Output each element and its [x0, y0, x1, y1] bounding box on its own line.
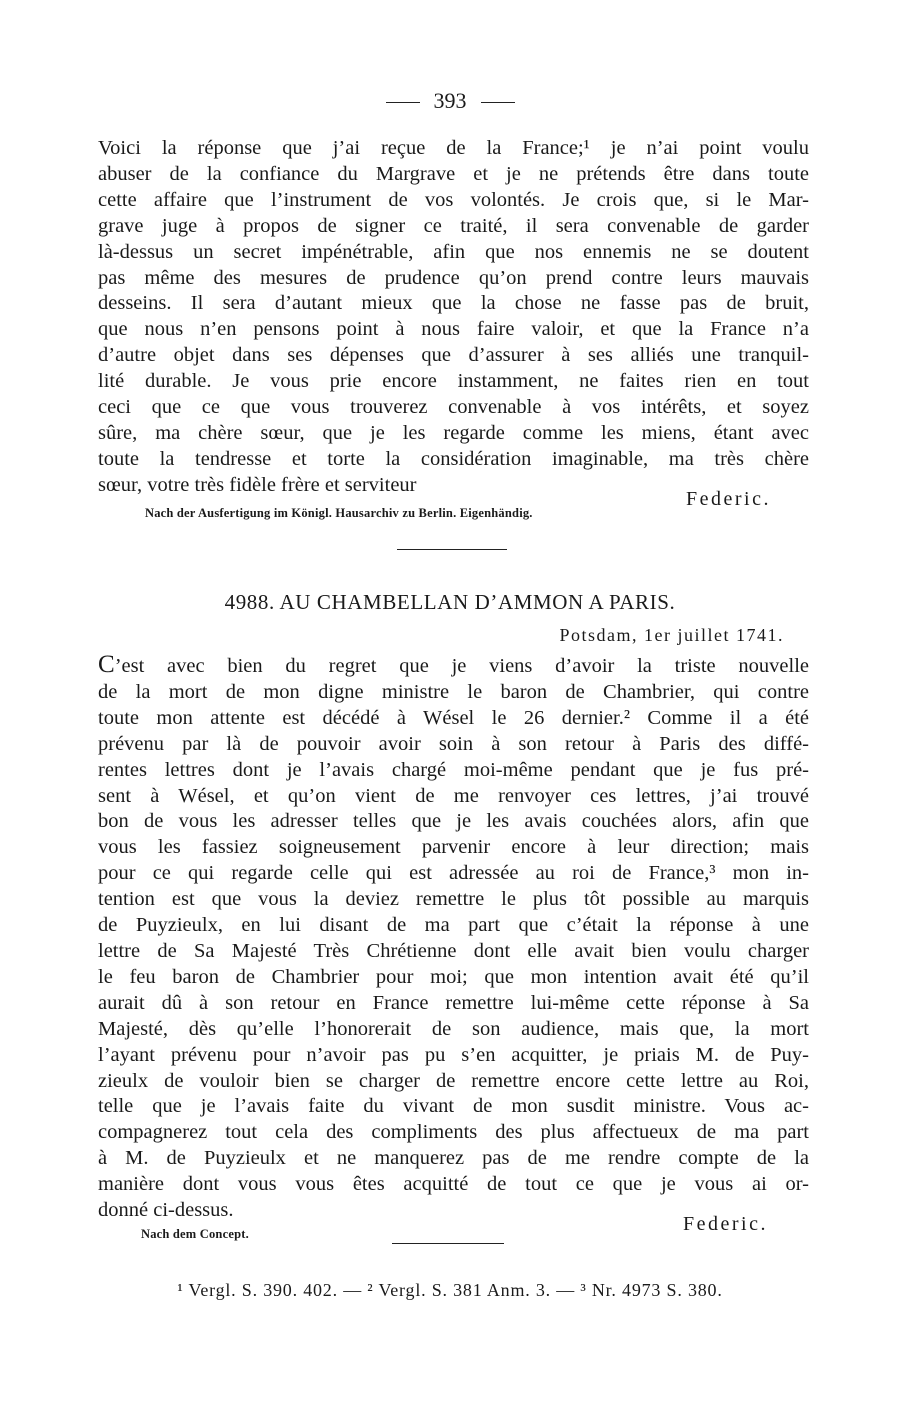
letter-2-heading: 4988. AU CHAMBELLAN D’AMMON A PARIS.	[224, 590, 676, 614]
text-line: sûre, ma chère sœur, que je les regarde comme les miens, étant avec	[98, 421, 809, 444]
text-line: sent à Wésel, et qu’on vient de me renvoyer ces lettres, j’ai trouvé	[98, 784, 809, 807]
page-header	[0, 88, 900, 114]
text-line: sœur, votre très fidèle frère et serviteur	[98, 473, 417, 496]
text-line: grave juge à propos de signer ce traité, il sera convenable de garder	[98, 214, 809, 237]
letter-2-source-note: Nach dem Concept.	[141, 1227, 249, 1241]
letter-2-body	[98, 652, 809, 1224]
text-line: cette affaire que l’instrument de vos volontés. Je crois que, si le Mar-	[98, 188, 809, 211]
text-line: vous les fassiez soigneusement parvenir encore à leur direction; mais	[98, 836, 809, 859]
text-line: que nous n’en pensons point à nous faire valoir, et que la France n’a	[98, 318, 809, 341]
text-line: de la mort de mon digne ministre le baron de Chambrier, qui contre	[98, 680, 809, 703]
text-line: pas même des mesures de prudence qu’on prend contre leurs mauvais	[98, 266, 809, 289]
text-line: desseins. Il sera d’autant mieux que la chose ne fasse pas de bruit,	[98, 292, 809, 315]
text-line: là-dessus un secret impénétrable, afin que nos ennemis ne se doutent	[98, 240, 809, 263]
text-line: à M. de Puyzieulx et ne manquerez pas de me rendre compte de la	[98, 1147, 809, 1170]
text-line: donné ci-dessus.	[98, 1199, 234, 1222]
letter-1-source-note: Nach der Ausfertigung im Königl. Hausarchiv zu Berlin. Eigenhändig.	[145, 506, 533, 520]
text-line: prévenu par là de pouvoir avoir soin à son retour à Paris des diffé-	[98, 732, 809, 755]
letter-1-signature: Federic.	[686, 488, 771, 510]
footnotes: ¹ Vergl. S. 390. 402. — ² Vergl. S. 381 Anm. 3. — ³ Nr. 4973 S. 380.	[177, 1280, 723, 1300]
header-dash-right	[481, 102, 515, 103]
text-line: compagnerez tout cela des compliments des plus affectueux de ma part	[98, 1121, 809, 1144]
text-line: de Puyzieulx, en lui disant de ma part que c’était la réponse à une	[98, 914, 809, 937]
text-line: aurait dû à son retour en France remettre lui-même cette réponse à Sa	[98, 991, 809, 1014]
text-line: zieulx de vouloir bien se charger de remettre encore cette lettre au Roi,	[98, 1069, 809, 1092]
text-line: d’autre objet dans ses dépenses que d’assurer à ses alliés une tranquil-	[98, 344, 809, 367]
text-line: abuser de la confiance du Margrave et je ne prétends être dans toute	[98, 162, 809, 185]
footnote-divider	[392, 1243, 504, 1244]
text-line: ceci que ce que vous trouverez convenable à vos intérêts, et soyez	[98, 396, 809, 419]
letter-1-body	[98, 136, 809, 499]
text-line: Majesté, dès qu’elle l’honorerait de son audience, mais que, la mort	[98, 1017, 809, 1040]
page-number: 393	[433, 88, 467, 113]
text-line: manière dont vous vous êtes acquitté de tout ce que je vous ai or-	[98, 1173, 809, 1196]
text-line: pour ce qui regarde celle qui est adressée au roi de France,³ mon in-	[98, 862, 809, 885]
text-line: toute mon attente est décédé à Wésel le 26 dernier.² Comme il a été	[98, 706, 809, 729]
letter-2-place-date: Potsdam, 1er juillet 1741.	[559, 625, 784, 645]
text-line: bon de vous les adresser telles que je les avais couchées alors, afin que	[98, 810, 809, 833]
text-line: le feu baron de Chambrier pour moi; que mon intention avait été qu’il	[98, 965, 809, 988]
section-divider	[397, 549, 507, 550]
letter-2-signature: Federic.	[683, 1213, 768, 1235]
drop-cap: C	[98, 651, 115, 678]
letter-2-first-line: C’est avec bien du regret que je viens d’avoir la triste nouvelle	[98, 651, 809, 678]
text-line: telle que je l’avais faite du vivant de mon susdit ministre. Vous ac-	[98, 1095, 809, 1118]
text-line: rentes lettres dont je l’avais chargé moi-même pendant que je fus pré-	[98, 758, 809, 781]
text-line: lité durable. Je vous prie encore instamment, ne faites rien en tout	[98, 370, 809, 393]
header-dash-left	[386, 102, 420, 103]
text-line: Voici la réponse que j’ai reçue de la France;¹ je n’ai point voulu	[98, 137, 809, 159]
text-line: toute la tendresse et torte la considération imaginable, ma très chère	[98, 447, 809, 470]
text-line: lettre de Sa Majesté Très Chrétienne dont elle avait bien voulu charger	[98, 939, 809, 962]
text-line: l’ayant prévenu pour n’avoir pas pu s’en acquitter, je priais M. de Puy-	[98, 1043, 809, 1066]
text-line: tention est que vous la deviez remettre le plus tôt possible au marquis	[98, 888, 809, 911]
